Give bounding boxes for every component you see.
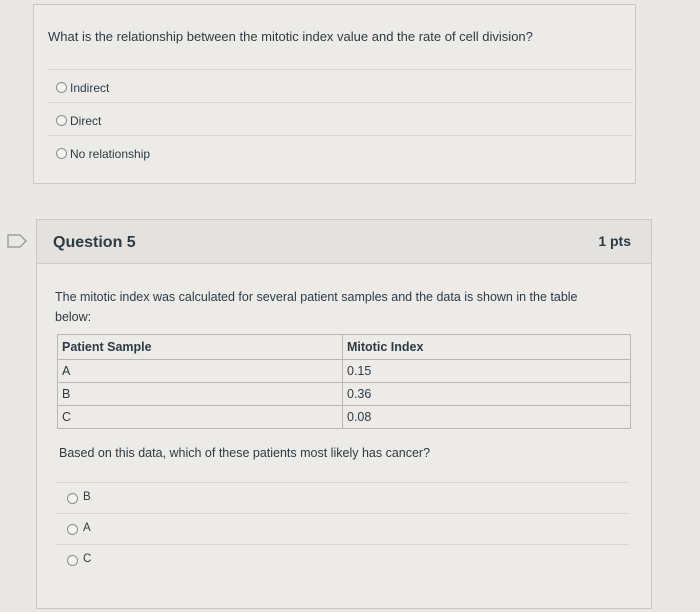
answer-label: Direct (70, 114, 102, 128)
answer-label: No relationship (70, 147, 151, 161)
data-table (57, 334, 631, 429)
question-title: Question 5 (53, 234, 136, 251)
table-header-row (58, 335, 631, 360)
table-cell: A (58, 360, 343, 383)
question-5-panel (36, 219, 652, 609)
question-prompt: Based on this data, which of these patients most likely has cancer? (59, 446, 431, 460)
table-cell: 0.08 (343, 406, 631, 429)
radio-button[interactable] (56, 115, 67, 126)
question-intro-text: The mitotic index was calculated for several patient samples and the data is shown in the table below: (55, 290, 578, 324)
table-row (58, 383, 631, 406)
table-cell: 0.36 (343, 383, 631, 406)
table-cell: B (58, 383, 343, 406)
table-header-cell: Patient Sample (58, 335, 343, 360)
flag-question-icon[interactable] (6, 233, 30, 249)
table-cell: 0.15 (343, 360, 631, 383)
radio-button[interactable] (67, 493, 78, 504)
table-header-cell: Mitotic Index (343, 335, 631, 360)
radio-button[interactable] (67, 555, 78, 566)
question-header (37, 220, 651, 264)
answer-option-direct[interactable] (48, 102, 633, 135)
answer-label: Indirect (70, 81, 110, 95)
answer-option-indirect[interactable] (48, 69, 633, 102)
radio-button[interactable] (56, 148, 67, 159)
radio-button[interactable] (56, 82, 67, 93)
table-cell: C (58, 406, 343, 429)
question-points: 1 pts (598, 233, 631, 249)
table-row (58, 360, 631, 383)
answer-label: A (83, 522, 91, 534)
table-row (58, 406, 631, 429)
previous-question-panel (33, 4, 636, 184)
previous-question-text: What is the relationship between the mitotic index value and the rate of cell division? (48, 29, 533, 44)
answer-option-c[interactable] (55, 544, 629, 575)
answer-option-a[interactable] (55, 513, 629, 544)
answer-label: C (83, 553, 92, 565)
radio-button[interactable] (67, 524, 78, 535)
answer-label: B (83, 491, 91, 503)
answer-option-no-relationship[interactable] (48, 135, 633, 168)
answer-option-b[interactable] (55, 482, 629, 513)
